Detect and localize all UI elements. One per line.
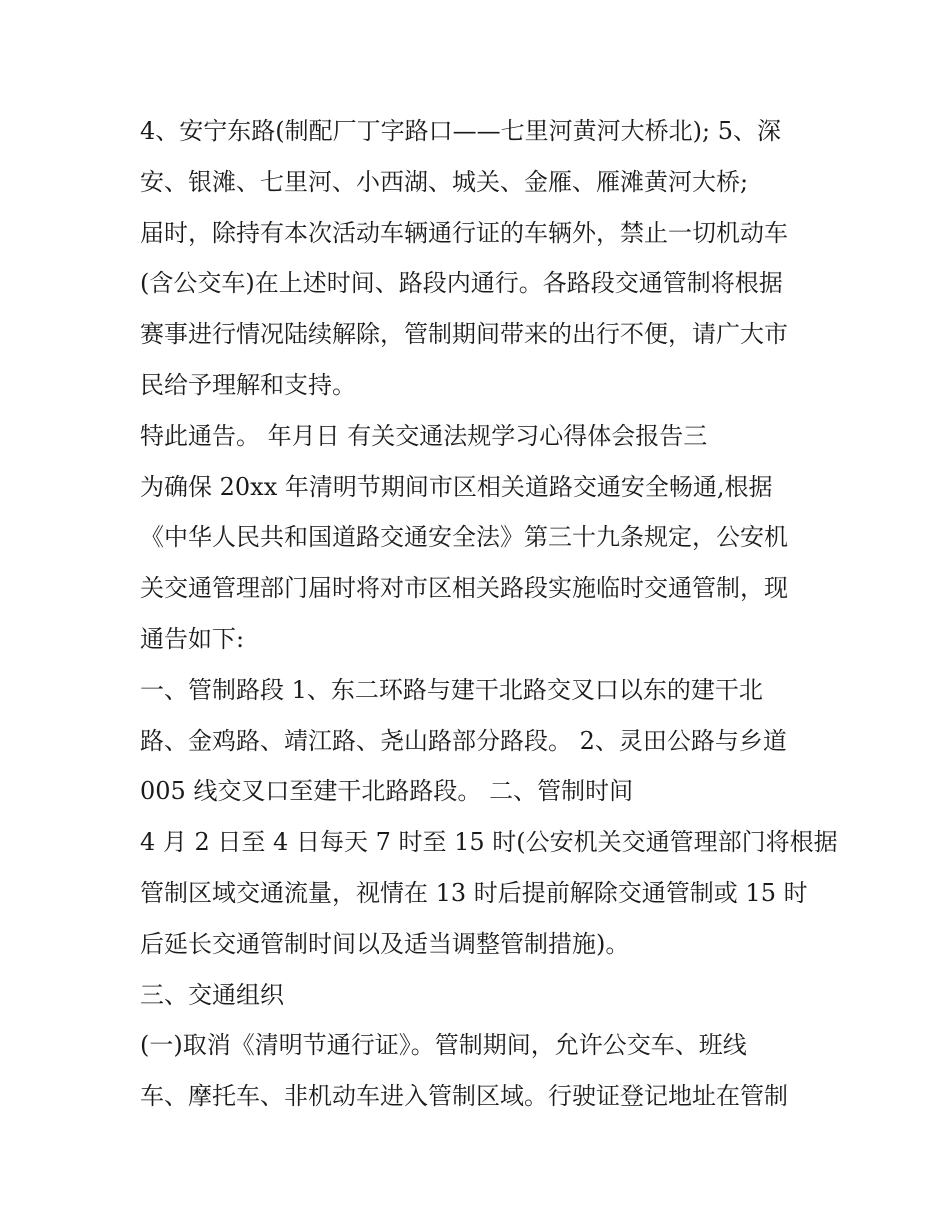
- text-line-11: 通告如下:: [140, 624, 245, 653]
- text-line-17: 后延长交通管制时间以及适当调整管制措施)。: [140, 929, 630, 958]
- text-line-7: 特此通告。 年月日 有关交通法规学习心得体会报告三: [140, 421, 708, 450]
- text-line-5: 赛事进行情况陆续解除，管制期间带来的出行不便，请广大市: [140, 320, 788, 349]
- text-line-18: 三、交通组织: [140, 980, 284, 1009]
- text-line-8: 为确保 20xx 年清明节期间市区相关道路交通安全畅通,根据: [140, 472, 773, 501]
- text-line-2: 安、银滩、七里河、小西湖、城关、金雁、雁滩黄河大桥;: [140, 167, 749, 196]
- text-line-14: 005 线交叉口至建干北路路段。 二、管制时间: [140, 777, 634, 806]
- document-body: [140, 106, 840, 1122]
- text-line-1: 4、安宁东路(制配厂丁字路口——七里河黄河大桥北); 5、深: [140, 117, 781, 145]
- text-line-4: (含公交车)在上述时间、路段内通行。各路段交通管制将根据: [140, 269, 783, 298]
- text-line-19: (一)取消《清明节通行证》。管制期间，允许公交车、班线: [140, 1031, 747, 1060]
- text-line-9: 《中华人民共和国道路交通安全法》第三十九条规定，公安机: [140, 523, 788, 552]
- text-line-3: 届时，除持有本次活动车辆通行证的车辆外，禁止一切机动车: [140, 218, 788, 247]
- text-line-16: 管制区域交通流量，视情在 13 时后提前解除交通管制或 15 时: [140, 878, 808, 907]
- text-line-10: 关交通管理部门届时将对市区相关路段实施临时交通管制，现: [140, 574, 788, 603]
- text-line-13: 路、金鸡路、靖江路、尧山路部分路段。 2、灵田公路与乡道: [140, 726, 787, 755]
- text-line-20: 车、摩托车、非机动车进入管制区域。行驶证登记地址在管制: [140, 1082, 788, 1111]
- text-line-15: 4 月 2 日至 4 日每天 7 时至 15 时(公安机关交通管理部门将根据: [140, 828, 838, 857]
- text-line-6: 民给予理解和支持。: [140, 370, 356, 399]
- text-line-12: 一、管制路段 1、东二环路与建干北路交叉口以东的建干北: [140, 675, 763, 704]
